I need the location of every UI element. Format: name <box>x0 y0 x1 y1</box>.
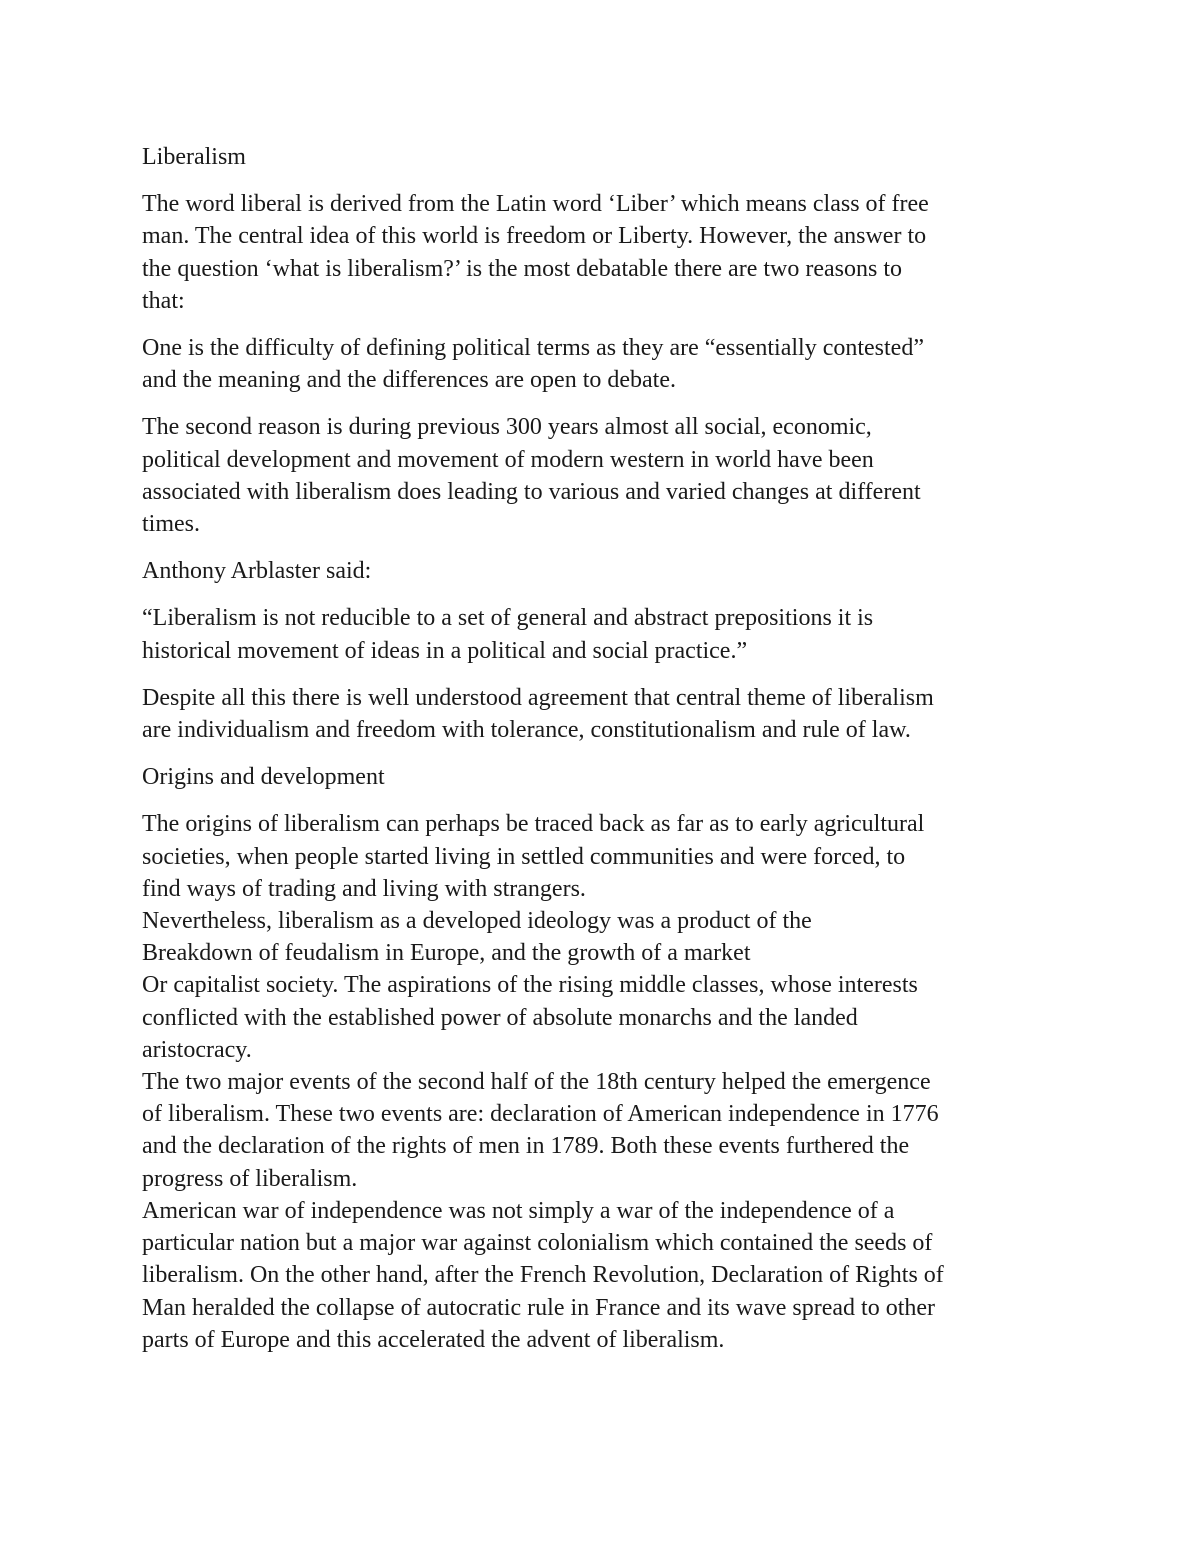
text-line: The second reason is during previous 300 years almost all social, economic, <box>142 414 872 441</box>
text-line: One is the difficulty of defining political terms as they are “essentially contested” <box>142 335 924 362</box>
text-line: Despite all this there is well understood agreement that central theme of liberalism <box>142 684 934 711</box>
document-body <box>142 141 1072 1356</box>
text-line: that: <box>142 287 185 314</box>
text-line: liberalism. On the other hand, after the French Revolution, Declaration of Rights of <box>142 1262 944 1289</box>
text-line: the question ‘what is liberalism?’ is the most debatable there are two reasons to <box>142 255 902 282</box>
paragraph-second-reason <box>142 411 1072 540</box>
text-line: Or capitalist society. The aspirations of the rising middle classes, whose interests <box>142 972 918 999</box>
text-line: The origins of liberalism can perhaps be traced back as far as to early agricultural <box>142 811 925 838</box>
text-line: political development and movement of modern western in world have been <box>142 446 874 473</box>
text-line: find ways of trading and living with strangers. <box>142 875 586 902</box>
text-line: American war of independence was not simply a war of the independence of a <box>142 1197 895 1224</box>
section-heading-text: Origins and development <box>142 764 385 791</box>
text-line: of liberalism. These two events are: declaration of American independence in 1776 <box>142 1101 939 1128</box>
paragraph-origins <box>142 808 1072 1355</box>
text-line: and the meaning and the differences are open to debate. <box>142 367 676 394</box>
text-line: particular nation but a major war against colonialism which contained the seeds of <box>142 1230 933 1257</box>
text-line: The word liberal is derived from the Latin word ‘Liber’ which means class of free <box>142 191 929 218</box>
text-line: The two major events of the second half of the 18th century helped the emergence <box>142 1069 931 1096</box>
text-line: are individualism and freedom with tolerance, constitutionalism and rule of law. <box>142 717 911 744</box>
quote-paragraph <box>142 602 1072 666</box>
text-line: associated with liberalism does leading to various and varied changes at different <box>142 478 921 505</box>
section-heading <box>142 761 1072 793</box>
document-title <box>142 141 1072 173</box>
quote-attribution <box>142 555 1072 587</box>
text-line: societies, when people started living in settled communities and were forced, to <box>142 843 906 870</box>
text-line: “Liberalism is not reducible to a set of general and abstract prepositions it is <box>142 605 874 632</box>
text-line: Man heralded the collapse of autocratic rule in France and its wave spread to other <box>142 1294 936 1321</box>
paragraph-first-reason <box>142 332 1072 396</box>
text-line: and the declaration of the rights of men in 1789. Both these events furthered the <box>142 1133 910 1160</box>
text-line: Breakdown of feudalism in Europe, and the growth of a market <box>142 940 751 967</box>
title-text: Liberalism <box>142 144 246 170</box>
paragraph-word-origin <box>142 188 1072 317</box>
text-line: Nevertheless, liberalism as a developed ideology was a product of the <box>142 908 812 935</box>
text-line: times. <box>142 511 200 538</box>
attribution-text: Anthony Arblaster said: <box>142 558 372 585</box>
text-line: historical movement of ideas in a political and social practice.” <box>142 637 748 664</box>
text-line: man. The central idea of this world is freedom or Liberty. However, the answer to <box>142 223 927 250</box>
paragraph-central-theme <box>142 682 1072 746</box>
text-line: parts of Europe and this accelerated the advent of liberalism. <box>142 1326 725 1353</box>
text-line: progress of liberalism. <box>142 1165 358 1192</box>
text-line: aristocracy. <box>142 1036 252 1063</box>
text-line: conflicted with the established power of absolute monarchs and the landed <box>142 1004 858 1031</box>
